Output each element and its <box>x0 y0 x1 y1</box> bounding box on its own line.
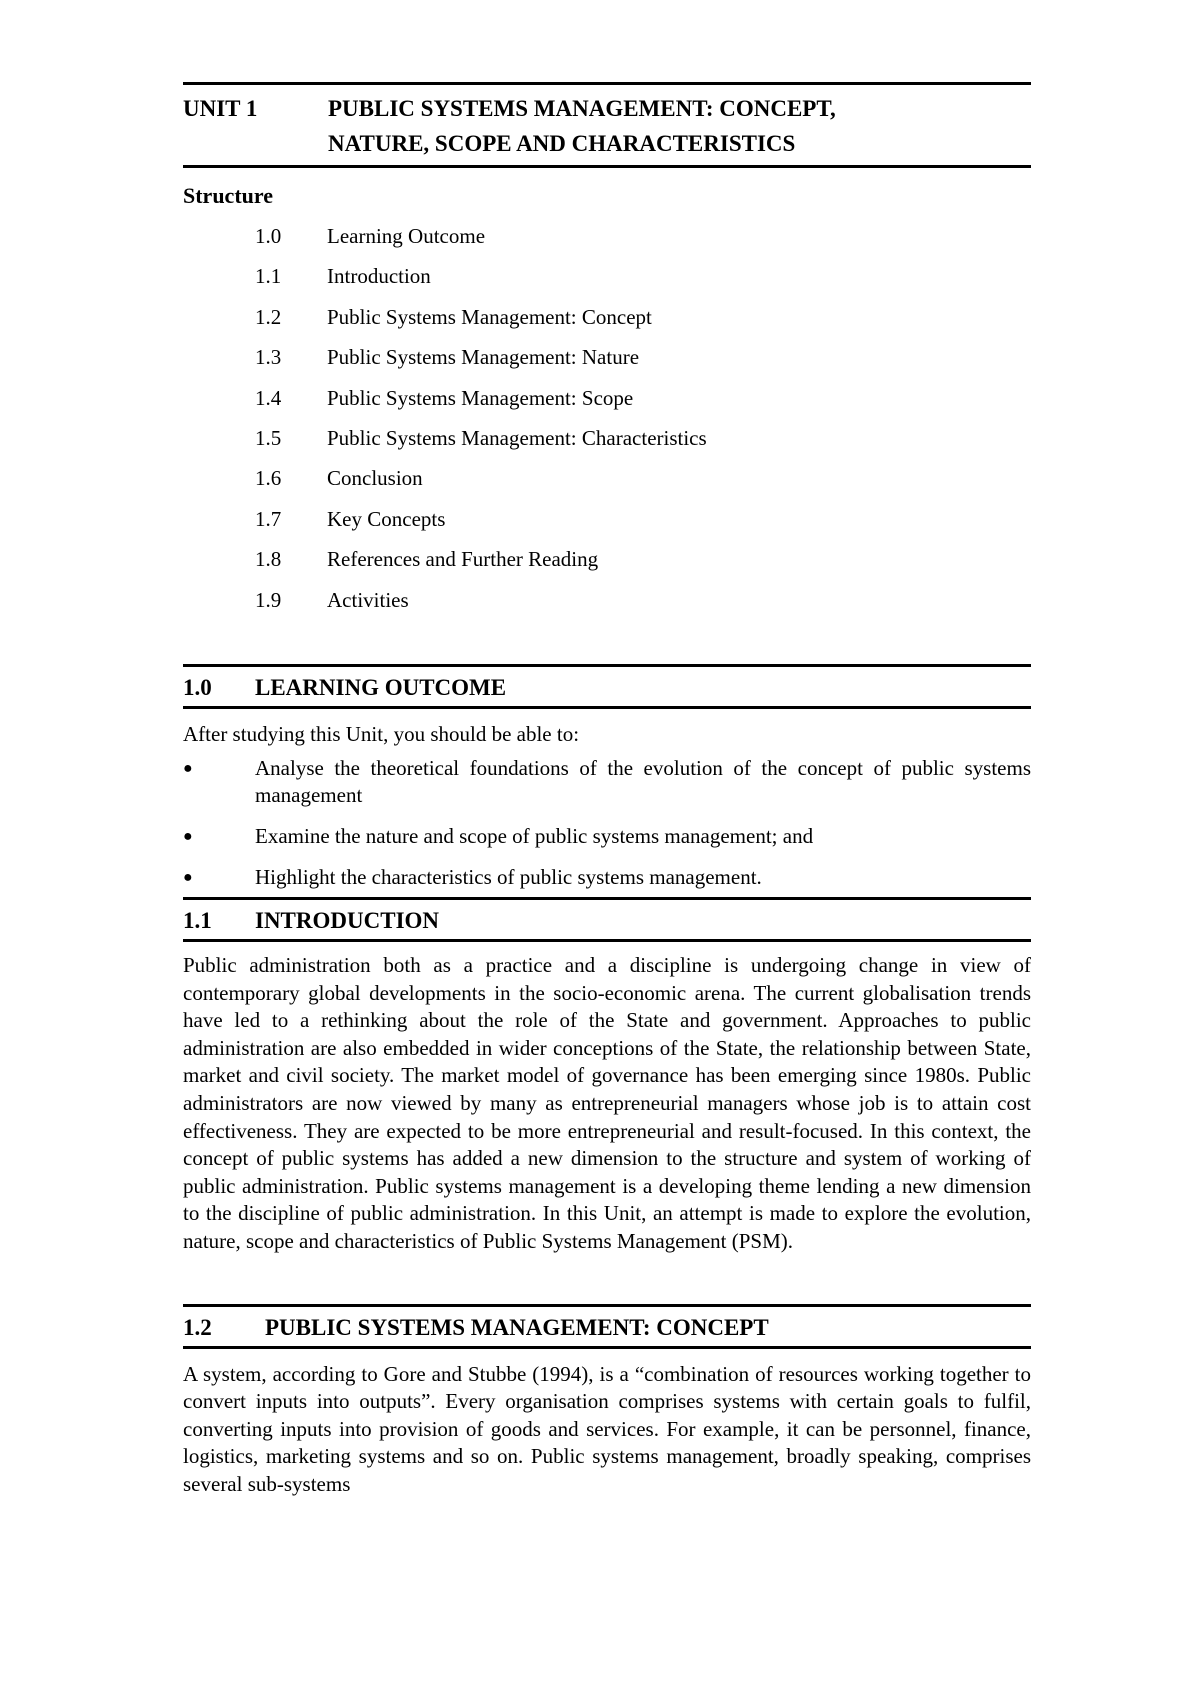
toc-item-number: 1.7 <box>255 506 282 531</box>
concept-paragraph: A system, according to Gore and Stubbe (1994), is a “combination of resources working together to convert inputs into outputs”. Every organisation comprises systems with certain goals to fulfil, converting inputs into provision of goods and services. For example, it can be personnel, finance, logistics, marketing systems and so on. Public systems management, broadly speaking, comprises several sub-systems <box>183 1361 1031 1496</box>
learning-outcome-intro: After studying this Unit, you should be able to: <box>183 722 580 747</box>
bullet-icon: ● <box>183 869 193 887</box>
toc-item-label: Activities <box>327 587 409 612</box>
toc-item-number: 1.5 <box>255 426 282 451</box>
toc-item <box>183 418 1031 458</box>
toc-item-number: 1.9 <box>255 587 282 612</box>
unit-title-line-1: PUBLIC SYSTEMS MANAGEMENT: CONCEPT, <box>328 96 836 121</box>
toc-item-number: 1.2 <box>255 304 282 329</box>
structure-list <box>183 216 1031 620</box>
toc-item-number: 1.3 <box>255 345 282 370</box>
toc-item-label: Introduction <box>327 264 431 289</box>
toc-item <box>183 378 1031 418</box>
list-item <box>183 864 1031 891</box>
toc-item-number: 1.1 <box>255 264 282 289</box>
toc-item-label: References and Further Reading <box>327 547 599 572</box>
section-title: PUBLIC SYSTEMS MANAGEMENT: CONCEPT <box>265 1314 769 1340</box>
toc-item <box>183 539 1031 579</box>
bullet-text: Examine the nature and scope of public systems management; and <box>255 824 814 849</box>
section-number: 1.1 <box>183 908 212 934</box>
list-item <box>183 823 1031 850</box>
section-heading-learning-outcome <box>183 664 1031 709</box>
section-heading-concept <box>183 1304 1031 1349</box>
toc-item-label: Public Systems Management: Concept <box>327 304 652 329</box>
unit-header <box>183 82 1031 168</box>
section-heading-introduction <box>183 897 1031 942</box>
toc-item <box>183 256 1031 296</box>
document-page <box>183 82 1031 1499</box>
structure-heading: Structure <box>183 183 274 208</box>
toc-item-label: Conclusion <box>327 466 423 491</box>
toc-item-number: 1.0 <box>255 224 282 248</box>
toc-item <box>183 499 1031 539</box>
unit-number: UNIT 1 <box>183 96 258 121</box>
toc-item <box>183 580 1031 620</box>
introduction-paragraph: Public administration both as a practice and a discipline is undergoing change in view of contemporary global developments in the socio-economic arena. The current globalisation trends have led to a rethinking about the role of the State and government. Approaches to public administration are also embedded in wider conceptions of the State, the relationship between State, market and civil society. The market model of governance has been emerging since 1980s. Public administrators are now viewed by many as entrepreneurial managers whose job is to attain cost effectiveness. They are expected to be more entrepreneurial and result-focused. In this context, the concept of public systems has added a new dimension to the structure and system of working of public administration. Public systems management is a developing theme lending a new dimension to the discipline of public administration. In this Unit, an attempt is made to explore the evolution, nature, scope and characteristics of Public Systems Management (PSM). <box>183 953 1031 1253</box>
section-title: INTRODUCTION <box>255 908 440 934</box>
toc-item-label: Public Systems Management: Characteristics <box>327 426 707 451</box>
bullet-text: Highlight the characteristics of public systems management. <box>255 865 762 890</box>
bullet-icon: ● <box>183 760 193 778</box>
toc-item-number: 1.8 <box>255 547 282 572</box>
unit-title-line-2: NATURE, SCOPE AND CHARACTERISTICS <box>328 131 796 156</box>
toc-item <box>183 337 1031 377</box>
toc-item-label: Public Systems Management: Nature <box>327 345 640 370</box>
list-item <box>183 755 1031 809</box>
toc-item-number: 1.6 <box>255 466 282 491</box>
toc-item-label: Public Systems Management: Scope <box>327 385 634 410</box>
bullet-icon: ● <box>183 828 193 846</box>
toc-item <box>183 458 1031 498</box>
toc-item-label: Learning Outcome <box>327 224 486 248</box>
section-title: LEARNING OUTCOME <box>255 675 507 701</box>
section-number: 1.2 <box>183 1314 212 1340</box>
bullet-text: Analyse the theoretical foundations of the evolution of the concept of public systems management <box>255 756 1031 808</box>
toc-item-number: 1.4 <box>255 385 282 410</box>
learning-outcome-list <box>183 755 1031 891</box>
toc-item <box>183 297 1031 337</box>
toc-item-label: Key Concepts <box>327 506 446 531</box>
unit-title <box>328 91 1031 161</box>
toc-item <box>183 216 1031 256</box>
section-number: 1.0 <box>183 675 212 701</box>
